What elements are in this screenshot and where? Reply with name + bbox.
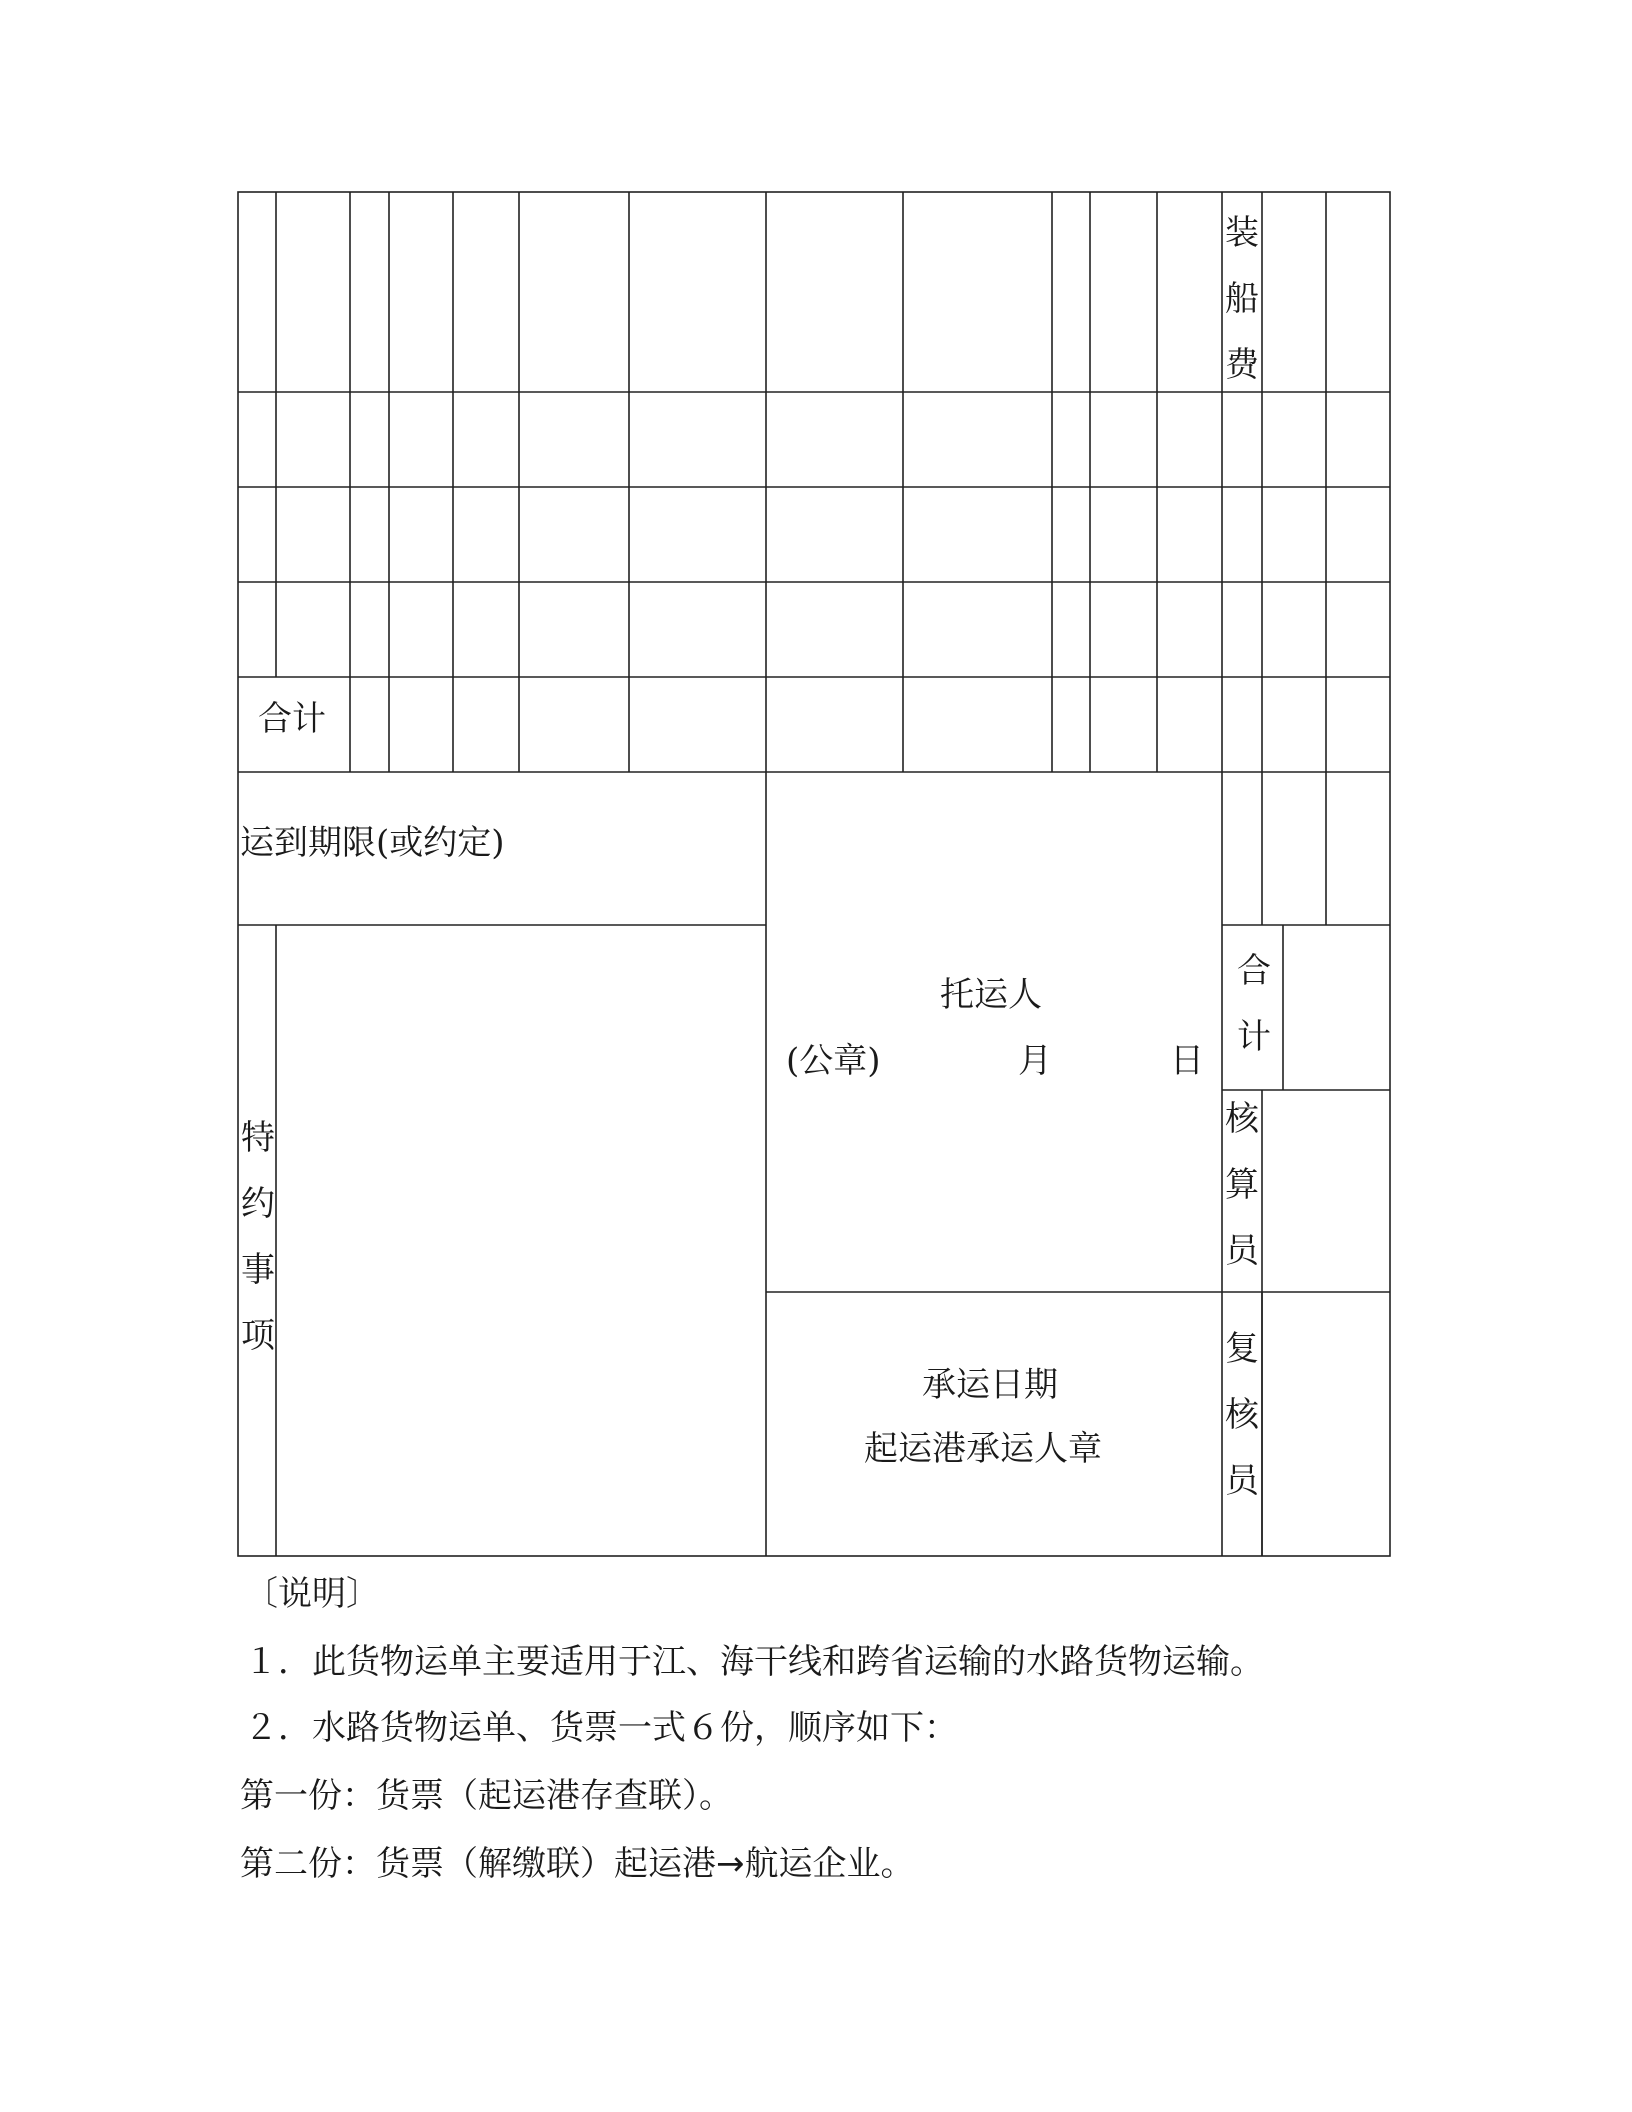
month-label: 月 bbox=[1018, 1041, 1052, 1081]
special-terms-char: 约 bbox=[241, 1184, 275, 1224]
day-label: 日 bbox=[1170, 1041, 1204, 1081]
special-terms-label bbox=[238, 1105, 278, 1369]
special-terms-char: 事 bbox=[241, 1250, 275, 1290]
carriage-date-label: 承运日期 bbox=[922, 1365, 1058, 1405]
reviewer-char: 核 bbox=[1225, 1395, 1259, 1435]
note-item-2: ２．水路货物运单、货票一式６份，顺序如下： bbox=[244, 1708, 958, 1748]
shipper-label: 托运人 bbox=[940, 975, 1042, 1015]
note-item-3: 第一份：货票（起运港存查联）。 bbox=[240, 1776, 733, 1816]
reviewer-label bbox=[1222, 1316, 1262, 1514]
reviewer-char: 复 bbox=[1225, 1329, 1259, 1369]
accountant-char: 算 bbox=[1225, 1165, 1259, 1205]
transit-period-label: 运到期限(或约定) bbox=[240, 823, 505, 863]
total-char: 计 bbox=[1237, 1017, 1271, 1057]
loading-fee-label bbox=[1222, 200, 1262, 398]
accountant-char: 员 bbox=[1225, 1231, 1259, 1271]
port-seal-label: 起运港承运人章 bbox=[864, 1429, 1102, 1469]
note-item-1: １．此货物运单主要适用于江、海干线和跨省运输的水路货物运输。 bbox=[244, 1642, 1264, 1682]
note-item-4: 第二份：货票（解缴联）起运港→航运企业。 bbox=[240, 1844, 915, 1884]
total-char: 合 bbox=[1237, 951, 1271, 991]
loading-fee-char: 船 bbox=[1225, 279, 1259, 319]
notes-heading: 〔说明〕 bbox=[244, 1574, 380, 1614]
subtotal-label: 合计 bbox=[258, 699, 326, 739]
total-label bbox=[1234, 938, 1274, 1070]
loading-fee-char: 费 bbox=[1225, 345, 1259, 385]
loading-fee-char: 装 bbox=[1225, 213, 1259, 253]
special-terms-char: 项 bbox=[241, 1316, 275, 1356]
accountant-label bbox=[1222, 1086, 1262, 1284]
accountant-char: 核 bbox=[1225, 1099, 1259, 1139]
seal-label: (公章) bbox=[786, 1041, 881, 1081]
reviewer-char: 员 bbox=[1225, 1461, 1259, 1501]
special-terms-char: 特 bbox=[241, 1118, 275, 1158]
